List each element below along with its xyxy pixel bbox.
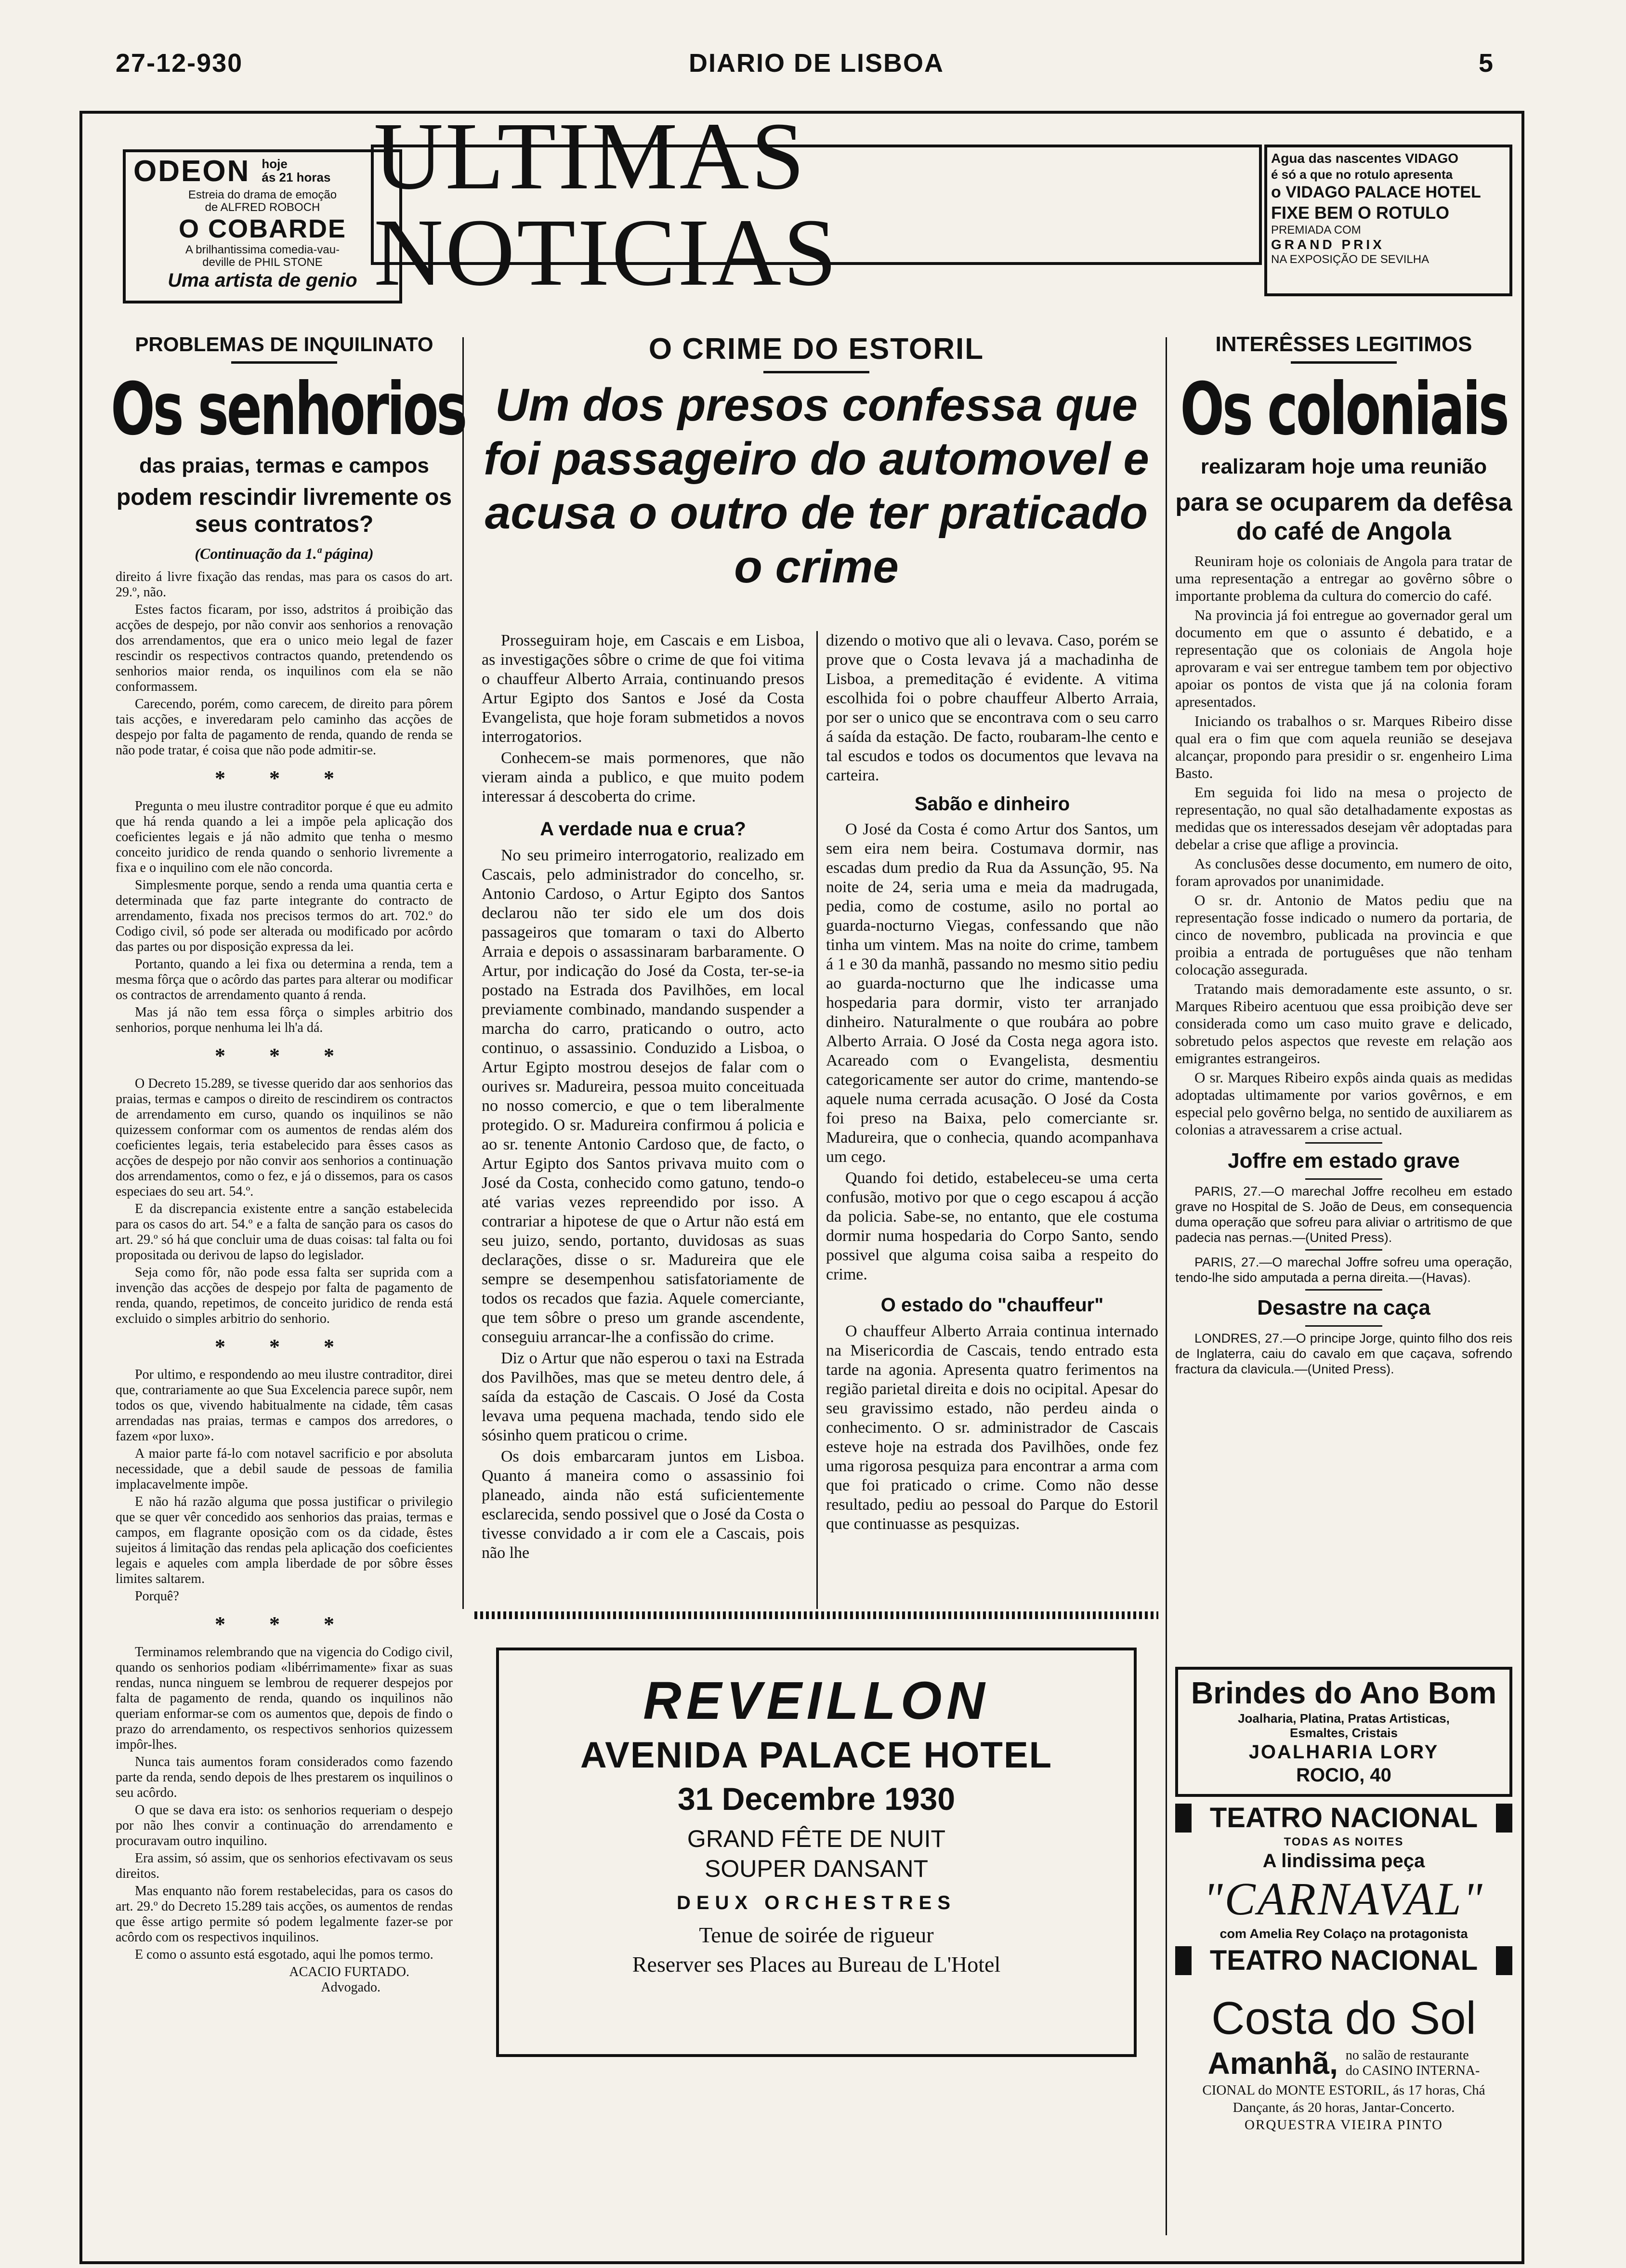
center-c2-p4: O chauffeur Alberto Arraia continua internado na Misericordia de Cascais, tendo entrado esta tarde na agonia. Apresenta quatro ferimentos na região parietal direita e dois no ocipital. Apesar do seu gravissimo estado, não perdeu ainda o conhecimento. O sr. administrador de Cascais esteve hoje na estrada dos Pavilhões, onde fez uma rigorosa pesquiza para encontrar a arma com que foi praticado o crime. Como não desse resultado, pediu ao pessoal do Parque do Estoril que continuasse as pesquizas. — [826, 1322, 1158, 1533]
costa-line-5: ORQUESTRA VIEIRA PINTO — [1245, 2117, 1443, 2133]
left-sub-2: podem rescindir livremente os seus contratos? — [116, 485, 452, 537]
left-para-13b: Porquê? — [135, 1589, 179, 1604]
reveillon-line-5: Reserver ses Places au Bureau de L'Hotel — [632, 1952, 1001, 1977]
right-sub-1: realizaram hoje uma reunião — [1200, 455, 1487, 478]
section-stars: * * * — [215, 1044, 354, 1068]
reveillon-date: 31 Decembre 1930 — [677, 1781, 956, 1817]
caca-para-1: LONDRES, 27.—O principe Jorge, quinto filho dos reis de Inglaterra, caiu do cavalo em que caçava, sofrendo fractura da clavicula.—(United Press). — [1175, 1331, 1512, 1376]
costa-title: Costa do Sol — [1211, 1992, 1476, 2044]
left-para-9: E da discrepancia existente entre a sanção estabelecida para os casos do art. 54.º e a falta de sanção para os casos do art. 29.º só há que concluir uma de duas coisas: tal falta ou foi propositada ou derivou de lapso do legislador. — [116, 1201, 453, 1263]
center-c1-p1: Prosseguiram hoje, em Cascais e em Lisboa, as investigações sôbre o crime de que foi vitima o chauffeur Alberto Arraia, continuando presos Artur Egipto dos Santos e José da Costa Evangelista, que hoje foram submetidos a novos interrogatorios. — [482, 632, 804, 746]
center-c1-p2: Conhecem-se mais pormenores, que não vieram ainda a publico, e que muito podem interessar á descoberta do crime. — [482, 749, 804, 805]
brindes-line-1: Joalharia, Platina, Pratas Artisticas, — [1238, 1711, 1450, 1726]
right-p2: Na provincia já foi entregue ao governador geral um documento em que o assunto é debatido, e a representação que os coloniais de Angola hoje aprovaram e vai ser entregue tambem tem por objectivo apoiar os pontos de vista que já na colonia foram apresentados. — [1175, 607, 1512, 710]
page-date: 27-12-930 — [116, 49, 243, 78]
left-para-2: Estes factos ficaram, por isso, adstritos á proibição das acções de despejo, por não convir aos senhorios a renovação dos arrendamentos, que era o unico meio legal de fazer rescindir os respectivos contractos quando, pretendendo os senhorios maior renda, os inquilinos com ela se não conformassem. — [116, 602, 453, 694]
right-p7: Tratando mais demoradamente este assunto, o sr. Marques Ribeiro acentuou que essa proibição deve ser considerada como um caso muito grave e delicado, sobretudo pelos aspectos que reveste em relação aos emigrantes estrangeiros. — [1175, 980, 1512, 1067]
vidago-line-5: PREMIADA COM — [1271, 224, 1361, 237]
center-col-2 — [826, 631, 1158, 1536]
odeon-when-1: hoje — [262, 157, 288, 171]
vidago-line-4: FIXE BEM O ROTULO — [1271, 203, 1450, 223]
page-number: 5 — [1479, 49, 1495, 78]
column-rule-right — [1166, 337, 1167, 2235]
left-signature: ACACIO FURTADO. — [289, 1965, 409, 1979]
teatro-name: TEATRO NACIONAL — [1209, 1802, 1478, 1833]
left-signature-role: Advogado. — [321, 1980, 380, 1995]
odeon-name: ODEON — [133, 155, 250, 188]
odeon-line-1: Estreia do drama de emoção — [188, 188, 337, 201]
odeon-line-2: de ALFRED ROBOCH — [205, 201, 320, 214]
teatro-play: "CARNAVAL" — [1203, 1873, 1484, 1925]
brindes-line-2: Esmaltes, Cristais — [1289, 1726, 1398, 1740]
left-para-18: Mas enquanto não forem restabelecidas, para os casos do art. 29.º do Decreto 15.289 tais acções, os aumentos de rendas que êsse artigo permite só podem legalmente fazer-se por acôrdo com os respectivos inquilinos. — [116, 1884, 453, 1945]
left-para-5: Simplesmente porque, sendo a renda uma quantia certa e determinada que faz parte integrante do contracto de arrendamento, fixada nos precisos termos do art. 702.º do Codigo civil, só pode ser alterada ou modificado por acôrdo das partes ou por disposição expressa da lei. — [116, 878, 453, 954]
center-col-1 — [482, 631, 804, 1565]
block-ornament — [1175, 1946, 1192, 1975]
vidago-line-1: Agua das nascentes VIDAGO — [1271, 151, 1459, 166]
odeon-title: O COBARDE — [178, 214, 346, 243]
teatro-ad — [1175, 1799, 1512, 1987]
left-para-13: E não há razão alguma que possa justificar o privilegio que se quer vêr concedido aos senhorios das praias, termas e campos, em flagrante oposição com os da cidade, êstes sujeitos á limitação das rendas pela aplicação dos coeficientes legais e aqueles com ampla liberdade de por sôbre êsses limites saltarem. — [116, 1494, 453, 1586]
center-c1-p4: Diz o Artur que não esperou o taxi na Estrada dos Pavilhões, mas que se meteu dentro dele, á saída da estação de Cascais. O José da Costa levava uma pequena machada, tendo sido ele sósinho quem praticou o crime. — [482, 1349, 804, 1444]
joffre-para-1: PARIS, 27.—O marechal Joffre recolheu em estado grave no Hospital de S. João de Deus, em consequencia duma operação que sofreu para aliviar o artritismo de que padecia nas pernas.—(United Press). — [1175, 1184, 1512, 1245]
vidago-line-3: o VIDAGO PALACE HOTEL — [1271, 183, 1481, 201]
block-ornament — [1175, 1804, 1192, 1833]
reveillon-line-3: DEUX ORCHESTRES — [676, 1892, 957, 1913]
reveillon-border-top — [474, 1611, 1158, 1619]
left-para-7: Mas já não tem essa fôrça o simples arbitrio dos senhorios, porque nenhuma lei lh'a dá. — [116, 1005, 453, 1035]
costa-ad — [1175, 1992, 1512, 2151]
left-para-11: Por ultimo, e respondendo ao meu ilustre contraditor, direi que, contrariamente ao que Sua Excelencia parece supôr, nem todos os que, vivendo habitualmente na cidade, têm casas arrendadas nas praias, termas e campos dos arredores, o fazem «por luxo». — [116, 1367, 453, 1444]
left-para-6: Portanto, quando a lei fixa ou determina a renda, tem a mesma fôrça que o acôrdo das partes para alterar ou modificar os contractos de arrendamento quanto á renda. — [116, 957, 453, 1002]
reveillon-hotel: AVENIDA PALACE HOTEL — [580, 1735, 1053, 1776]
center-headline: Um dos presos confessa que foi passageiro do automovel e acusa o outro de ter praticado o crime — [484, 379, 1149, 593]
right-p8: O sr. Marques Ribeiro expôs ainda quais as medidas adoptadas ultimamente por varios govêrnos, e em especial pelo govêrno belga, no sentido de auxiliarem as colonias a atravessarem a crise actual. — [1175, 1069, 1512, 1138]
section-stars: * * * — [215, 766, 354, 790]
reveillon-line-2: SOUPER DANSANT — [705, 1855, 928, 1882]
left-sub-1: das praias, termas e campos — [139, 454, 429, 477]
teatro-line-2: A lindissima peça — [1262, 1850, 1425, 1872]
left-para-15: Nunca tais aumentos foram considerados como fazendo parte da renda, sendo depois de lhes prestarem os inquilinos o seu acôrdo. — [116, 1754, 453, 1800]
joffre-heading: Joffre em estado grave — [1228, 1149, 1460, 1173]
left-para-1: direito á livre fixação das rendas, mas para os casos do art. 29.º, não. — [116, 569, 453, 600]
right-headline: Os coloniais — [1180, 368, 1508, 451]
vidago-line-6: GRAND PRIX — [1271, 237, 1385, 252]
odeon-ad — [123, 149, 402, 303]
section-stars: * * * — [215, 1335, 354, 1358]
masthead-title: ULTIMAS NOTICIAS — [374, 103, 839, 306]
teatro-line-3: com Amelia Rey Colaço na protagonista — [1220, 1926, 1468, 1941]
left-para-16: O que se dava era isto: os senhorios requeriam o despejo por não lhes convir a continuação do arrendamento e procuravam outro inquilino. — [116, 1803, 453, 1848]
vidago-ad — [1264, 145, 1512, 296]
caca-heading: Desastre na caça — [1257, 1296, 1430, 1319]
center-c2-p3: Quando foi detido, estabeleceu-se uma certa confusão, motivo por que o cego escapou á acção da policia. Sabe-se, no entanto, que ele costuma dormir numa hospedaria do Corpo Santo, sendo possivel que alguma coisa saiba a respeito do crime. — [826, 1169, 1158, 1283]
left-continuation: (Continuação da 1.ª página) — [195, 545, 374, 562]
left-article — [111, 332, 466, 1995]
center-c2-p2: O José da Costa é como Artur dos Santos, um sem eira nem beira. Costumava dormir, nas escadas dum predio da Rua da Assunção, 95. Na noite de 24, seria uma e meia da madrugada, pedia, como de costume, asilo no portal ao guarda-nocturno Viegas, confessando que não tinha um vintem. Mas na noite do crime, tambem á 1 e 30 da manhã, passando no mesmo sitio pediu ao guarda-nocturno que lhe indicasse uma hospedaria para dormir, visto ter arranjado dinheiro. Naturalmente o que roubára ao pobre Alberto Arraia. O José da Costa nega agora isto. Acareado com o Evangelista, desmentiu categoricamente ser autor do crime, mantendo-se aquele numa cerrada acusação. O José da Costa foi preso na Baixa, pelo comerciante sr. Madureira, que o conhecia, quando acompanhava um cego. — [826, 820, 1158, 1166]
odeon-tagline: Uma artista de genio — [168, 270, 357, 291]
newspaper-name: DIARIO DE LISBOA — [689, 49, 944, 78]
left-para-8: O Decreto 15.289, se tivesse querido dar aos senhorios das praias, termas e campos o direito de rescindirem os contractos de arrendamento em curso, quando os inquilinos se não quizessem conformar com os aumentos de rendas além dos coeficientes legais, teria estabelecido para êsses casos as acções de despejo por não convir aos senhorios a continuação dos arrendamentos, como o fez, e já o dissemos, para os casos especiaes do seu art. 54.º. — [116, 1076, 453, 1199]
costa-line-2: do CASINO INTERNA- — [1345, 2063, 1480, 2078]
masthead-box — [371, 103, 1262, 306]
teatro-name-2: TEATRO NACIONAL — [1209, 1945, 1478, 1976]
column-rule-left — [462, 337, 464, 1609]
center-sub-3: O estado do "chauffeur" — [880, 1294, 1104, 1316]
right-p1: Reuniram hoje os coloniais de Angola para tratar de uma representação a entregar ao govêrno sôbre o importante problema da cultura do comercio do café. — [1175, 553, 1512, 604]
center-kicker: O CRIME DO ESTORIL — [648, 332, 984, 366]
center-sub-2: Sabão e dinheiro — [914, 793, 1070, 815]
right-kicker: INTERÊSSES LEGITIMOS — [1215, 332, 1472, 356]
reveillon-line-4: Tenue de soirée de rigueur — [699, 1923, 934, 1947]
left-para-12: A maior parte fá-lo com notavel sacrificio e por absoluta necessidade, que a debil saude de pessoas de familia implacavelmente impõe. — [116, 1446, 453, 1492]
costa-line-1: no salão de restaurante — [1345, 2048, 1469, 2063]
column-rule-center — [816, 631, 818, 1609]
costa-amanha: Amanhã, — [1207, 2046, 1338, 2081]
center-article — [474, 332, 1158, 594]
brindes-title: Brindes do Ano Bom — [1191, 1675, 1497, 1710]
right-article — [1175, 332, 1512, 1379]
right-p5: As conclusões desse documento, em numero de oito, foram aprovados por unanimidade. — [1175, 855, 1512, 889]
costa-line-4: Dançante, ás 20 horas, Jantar-Concerto. — [1233, 2100, 1455, 2115]
reveillon-title: REVEILLON — [643, 1671, 990, 1730]
brindes-line-4: ROCIO, 40 — [1296, 1765, 1391, 1786]
center-c1-p5: Os dois embarcaram juntos em Lisboa. Quanto á maneira como o assassinio foi planeado, ainda não está suficientemente esclarecida, sendo possivel que o José da Costa o tivesse convidado a ir com ele a Cascais, pois não lhe — [482, 1448, 804, 1562]
brindes-line-3: JOALHARIA LORY — [1248, 1741, 1439, 1763]
left-para-19: E como o assunto está esgotado, aqui lhe pomos termo. — [135, 1947, 433, 1962]
block-ornament — [1496, 1946, 1512, 1975]
vidago-line-7: NA EXPOSIÇÃO DE SEVILHA — [1271, 253, 1429, 266]
odeon-line-4: deville de PHIL STONE — [202, 256, 323, 269]
costa-line-3: CIONAL do MONTE ESTORIL, ás 17 horas, Chá — [1202, 2083, 1485, 2098]
left-para-10: Seja como fôr, não pode essa falta ser suprida com a invenção das acções de despejo por falta de pagamento de renda, quando, repetimos, de conceito juridico de renda está excluido o simples arbitrio do senhorio. — [116, 1265, 453, 1326]
right-sub-2: para se ocuparem da defêsa do café de Angola — [1175, 488, 1512, 545]
joffre-para-2: PARIS, 27.—O marechal Joffre sofreu uma operação, tendo-lhe sido amputada a perna direita.—(Havas). — [1175, 1255, 1512, 1285]
teatro-line-1: TODAS AS NOITES — [1284, 1835, 1404, 1848]
left-para-3: Carecendo, porém, como carecem, de direito para pôrem tais acções, e inveredaram pelo caminho das acções de despejo por falta de pagamento de renda, quando de renda se não pode tratar, é coisa que não pode admitir-se. — [116, 697, 453, 758]
left-kicker: PROBLEMAS DE INQUILINATO — [135, 333, 433, 356]
odeon-line-3: A brilhantissima comedia-vau- — [185, 243, 340, 256]
odeon-when-2: ás 21 horas — [262, 170, 331, 185]
left-para-17: Era assim, só assim, que os senhorios efectivavam os seus direitos. — [116, 1851, 453, 1881]
center-c2-p1: dizendo o motivo que ali o levava. Caso, porém se prove que o Costa levava já a machadinha de Lisboa, a premeditação é evidente. A vitima escolhida foi o pobre chauffeur Alberto Arraia, por ser o unico que se encontrava com o seu carro á saída da estação. De facto, roubaram-lhe cento e tal escudos e todos os documentos que levava na carteira. — [826, 632, 1158, 784]
left-para-14: Terminamos relembrando que na vigencia do Codigo civil, quando os senhorios podiam «libérrimamente» fixar as suas rendas, nunca ninguem se lembrou de requerer despejos por falta de pagamento de renda, quando os inquilinos não queriam enformar-se com os aumentos que, depois de findo o prazo do arrendamento, os respectivos senhorios quizessem impôr-lhes. — [116, 1645, 453, 1752]
right-p4: Em seguida foi lido na mesa o projecto de representação, no qual são detalhadamente expostas as medidas que os interessados desejam vêr adoptadas para debelar a crise que aflige a provincia. — [1175, 784, 1512, 853]
reveillon-line-1: GRAND FÊTE DE NUIT — [687, 1825, 946, 1852]
section-stars: * * * — [215, 1612, 354, 1636]
right-p3: Iniciando os trabalhos o sr. Marques Ribeiro disse qual era o fim que com aquela reunião se desejava alcançar, propondo para presidir o sr. engenheiro Lima Basto. — [1175, 712, 1512, 781]
center-sub-1: A verdade nua e crua? — [540, 818, 746, 840]
brindes-ad — [1175, 1667, 1512, 1797]
reveillon-ad — [496, 1648, 1137, 2057]
block-ornament — [1496, 1804, 1512, 1833]
left-headline: Os senhorios — [111, 368, 466, 451]
right-p6: O sr. dr. Antonio de Matos pediu que na representação fosse indicado o numero da portaria, de cinco de novembro, publicada na provincia e que proibia a entrada de portuguêses que não tenham colocação assegurada. — [1175, 892, 1512, 978]
vidago-line-2: é só a que no rotulo apresenta — [1271, 167, 1453, 182]
left-para-4: Pregunta o meu ilustre contraditor porque é que eu admito que há renda quando a lei a impõe pela aplicação dos coeficientes legais e já não admito que tenha o mesmo conceito juridico de renda quando o senhorio livremente a fixa e o inquilino com ele não concorda. — [116, 799, 453, 875]
center-c1-p3: No seu primeiro interrogatorio, realizado em Cascais, pelo administrador do concelho, sr. Antonio Cardoso, o Artur Egipto dos Santos declarou não ter sido ele um dos dois passageiros que tomaram o taxi do Alberto Arraia e depois o assassinaram barbaramente. O Artur, por indicação do José da Costa, ter-se-ia postado na Estrada dos Pavilhões, em local previamente combinado, mandando suspender a marcha do carro, praticando o outro, acto continuo, o assassinio. Conduzido a Lisboa, o Artur Egipto mostrou desejos de falar com o ourives sr. Madureira, pessoa muito conceituada no nosso comercio, e que o tem liberalmente protegido. O sr. Madureira confirmou á policia e ao sr. tenente Antonio Cardoso que, de facto, o Artur Egipto dos Santos privava muito com o José da Costa, conhecido como gatuno, tendo-o até varias vezes repreendido por isso. A contrariar a hipotese de que o Artur não está em seu juizo, sendo, portanto, duvidosas as suas declarações, disse o sr. Madureira que ele sempre se desempenhou satisfatoriamente de todos os recados que fazia. Aquele comerciante, que tem sôbre o preso um grande ascendente, conseguiu arrancar-lhe a confissão do crime. — [482, 846, 804, 1346]
